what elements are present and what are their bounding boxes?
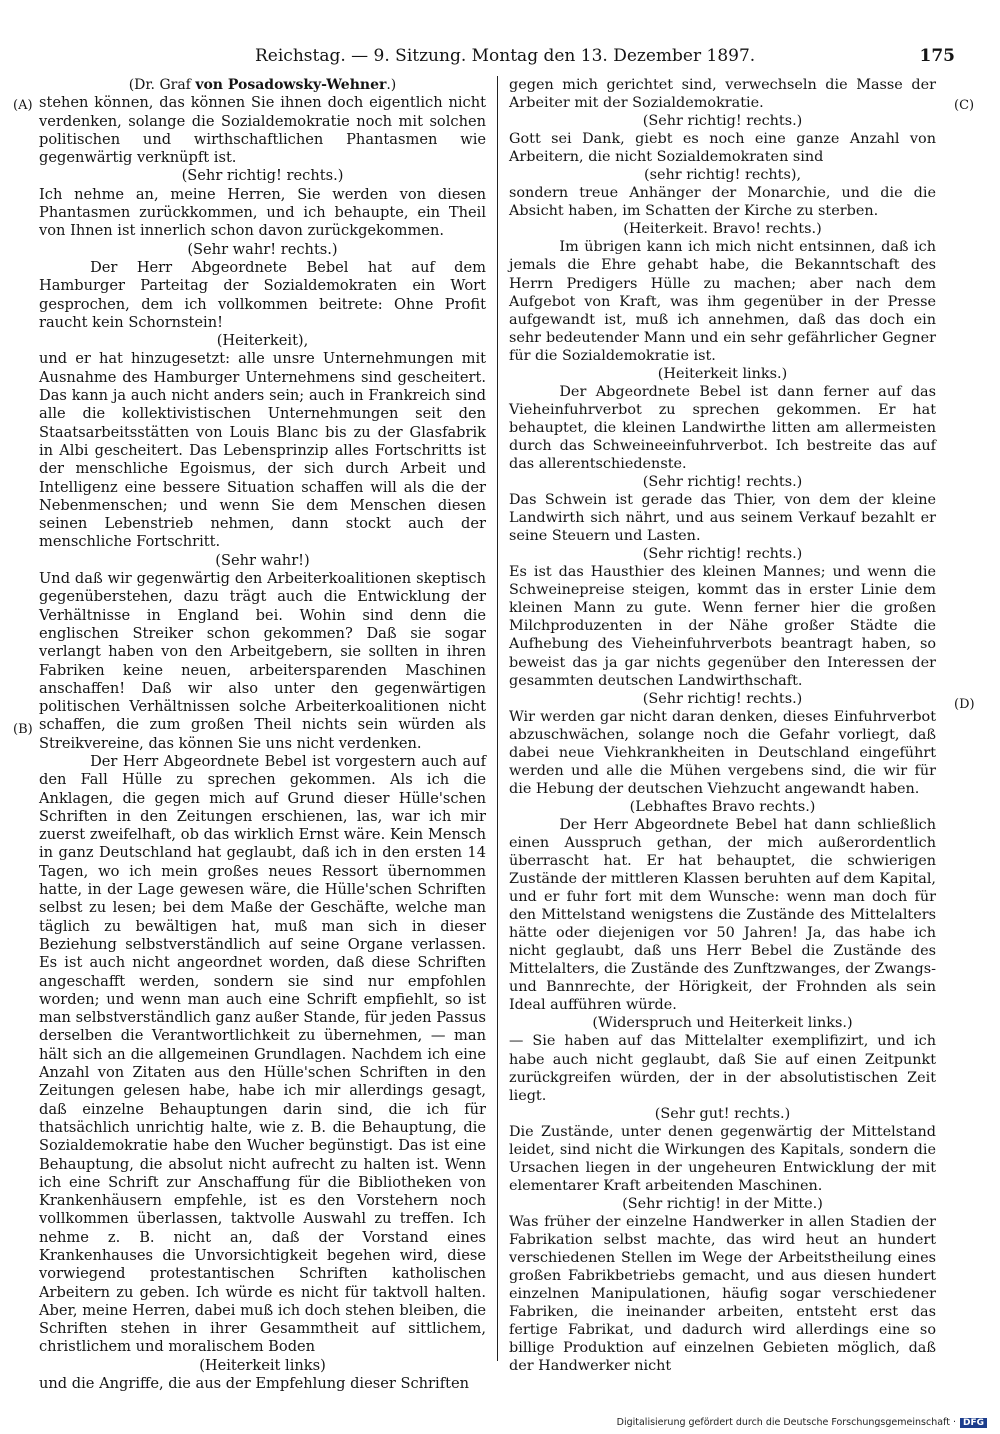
margin-marker-c: (C) (954, 98, 975, 113)
speaker-name: von Posadowsky-Wehner (195, 77, 387, 93)
paragraph: Ich nehme an, meine Herren, Sie werden von diesen Phantasmen zurückkommen, und ich behaupte, ein Theil von Ihnen ist innerlich schon davon zurückgekommen. (39, 185, 486, 240)
interjection: (Sehr gut! rechts.) (654, 1105, 791, 1122)
speaker-suffix: .) (386, 77, 397, 93)
interjection: (Heiterkeit. Bravo! rechts.) (623, 221, 822, 238)
paragraph: Was früher der einzelne Handwerker in allen Stadien der Fabrikation selbst machte, das wird heut an hundert verschiedenen Stellen im Wege der Arbeitstheilung eines großen Fabrikbetriebs gemacht, und aus diesen hundert einzelnen Manipulationen, häufig sogar verschiedener Fabriken, die ineinander arbeiten, entsteht erst das fertige Fabrikat, und dadurch wird allerdings eine so billige Produktion auf einzelnen Gebieten möglich, daß der Handwerker nicht (509, 1213, 936, 1375)
paragraph: Der Herr Abgeordnete Bebel ist vorgestern auch auf den Fall Hülle zu sprechen gekommen. Als ich die Anklagen, die gegen mich auf Grund dieser Hülle'schen Schriften in den Zeitungen erschienen, las, war ich mir zuerst zweifelhaft, ob das wirklich Ernst wäre. Kein Mensch in ganz Deutschland hat geglaubt, daß ich in den ersten 14 Tagen, wo ich mein großes neues Ressort übernommen hatte, in der Lage gewesen wäre, die Hülle'schen Schriften selbst zu lesen; bei dem Maße der Geschäfte, welche man täglich zu bewältigen hat, muß man sich in dieser Beziehung selbstverständlich auf seine Organe verlassen. Es ist auch nicht angeordnet worden, daß diese Schriften angeschafft werden, sondern sie sind nur empfohlen worden; und wenn man auch eine Schrift empfiehlt, so ist man selbstverständlich ganz außer Stande, für jeden Passus derselben die Verantwortlichkeit zu übernehmen, — man hält sich an die allgemeinen Grundlagen. Nachdem ich eine Anzahl von Zitaten aus den Hülle'schen Schriften in den Zeitungen gelesen habe, habe ich mir allerdings gesagt, daß einzelne Behauptungen darin sind, die ich für thatsächlich unrichtig halte, wie z. B. die Behauptung, die Sozialdemokratie habe den Wucher begünstigt. Das ist eine Behauptung, die absolut nicht aufrecht zu halten ist. Wenn ich eine Schrift zur Anschaffung für die Bibliotheken von Krankenhäusern empfehle, ist es den Vorstehern noch vollkommen überlassen, taktvolle Auswahl zu treffen. Ich nehme z. B. nicht an, daß der Vorstand eines Krankenhauses die Unvorsichtigkeit begehen wird, diese vorwiegend protestantischen Schriften katholischen Arbeitern zu geben. Ich würde es nicht für taktvoll halten. Aber, meine Herren, dabei muß ich doch stehen bleiben, die Schriften stehen in ihrer Gesammtheit auf sittlichem, christlichem und moralischem Boden (39, 752, 486, 1356)
paragraph: Der Herr Abgeordnete Bebel hat auf dem Hamburger Parteitag der Sozialdemokraten ein Wort gesprochen, dem ich vollkommen beitrete: Ohne Profit raucht kein Schornstein! (39, 258, 486, 331)
margin-marker-a: (A) (13, 98, 33, 113)
paragraph: gegen mich gerichtet sind, verwechseln die Masse der Arbeiter mit der Sozialdemokratie. (509, 77, 936, 112)
speaker-prefix: (Dr. Graf (128, 77, 196, 93)
paragraph: — Sie haben auf das Mittelalter exemplifizirt, und ich habe auch nicht geglaubt, daß Sie auf einen Zeitpunkt zurückgreifen würden, der in der absolutistischen Zeit liegt. (509, 1033, 936, 1104)
paragraph: Wir werden gar nicht daran denken, dieses Einfuhrverbot abzuschwächen, solange noch die Gefahr vorliegt, daß dabei neue Viehkrankheiten in Deutschland eingeführt werden und alle die Mühen vergebens sind, die wir für die Hebung der deutschen Viehzucht angewandt haben. (509, 708, 936, 797)
interjection: (Widerspruch und Heiterkeit links.) (592, 1015, 853, 1032)
interjection: (Sehr richtig! in der Mitte.) (622, 1195, 823, 1212)
interjection: (Sehr richtig! rechts.) (642, 690, 803, 707)
interjection: (Lebhaftes Bravo rechts.) (629, 798, 816, 815)
paragraph: Das Schwein ist gerade das Thier, von dem der kleine Landwirth sich nährt, und aus seinem Verkauf bezahlt er seine Steuern und Lasten. (509, 492, 936, 545)
paragraph: Gott sei Dank, giebt es noch eine ganze Anzahl von Arbeitern, die nicht Sozialdemokraten sind (509, 131, 936, 166)
paragraph: und die Angriffe, die aus der Empfehlung dieser Schriften (39, 1375, 469, 1393)
margin-marker-b: (B) (13, 722, 33, 737)
paragraph: sondern treue Anhänger der Monarchie, und die die Absicht haben, im Schatten der Kirche zu sterben. (509, 185, 936, 220)
dfg-logo: DFG (960, 1418, 987, 1428)
running-title: Reichstag. — 9. Sitzung. Montag den 13. Dezember 1897. (255, 46, 756, 66)
footer-text: Digitalisierung gefördert durch die Deutsche Forschungsgemeinschaft · (616, 1417, 956, 1428)
running-header (250, 46, 955, 72)
interjection: (sehr richtig! rechts), (643, 167, 802, 184)
footer-credit (617, 1417, 987, 1428)
interjection: (Sehr wahr! rechts.) (187, 240, 338, 258)
paragraph: Und daß wir gegenwärtig den Arbeiterkoalitionen skeptisch gegenüberstehen, dazu trägt auch die Entwicklung der Verhältnisse in England bei. Wohin sind denn die englischen Streiker schon gekommen? Daß sie sogar verlangt haben von den Arbeitgebern, sie sollten in ihren Fabriken keine neuen, arbeitersparenden Maschinen anschaffen! Daß wir also unter den gegenwärtigen politischen Verhältnissen solche Arbeiterkoalitionen nicht schaffen, die zum großen Theil nichts sein würden als Streikvereine, das können Sie uns nicht verdenken. (39, 570, 486, 752)
page-number: 175 (919, 46, 955, 66)
paragraph: Der Abgeordnete Bebel ist dann ferner auf das Vieheinfuhrverbot zu sprechen gekommen. Er hat behauptet, die kleinen Landwirthe litten am allermeisten durch das Schweineeinfuhrverbot. Ich bestreite das auf das allerentschiedenste. (509, 383, 936, 472)
paragraph: Es ist das Hausthier des kleinen Mannes; und wenn die Schweinepreise steigen, kommt das in erster Linie dem kleinen Mann zu gute. Wenn ferner hier die großen Milchproduzenten in der Nähe großer Städte die Aufhebung des Vieheinfuhrverbots beantragt haben, so beweist das ja gar nichts gegenüber den Interessen der gesammten deutschen Landwirthschaft. (509, 564, 936, 689)
margin-marker-d: (D) (954, 697, 975, 712)
left-column-body (39, 94, 486, 1393)
interjection: (Sehr richtig! rechts.) (642, 474, 803, 491)
paragraph: Im übrigen kann ich mich nicht entsinnen, daß ich jemals die Ehre gehabt habe, die Bekanntschaft des Herrn Predigers Hülle zu machen; aber nach dem Aufgebot von Kraft, was ihm gegenüber in der Presse aufgewandt ist, muß ich annehmen, daß das doch ein sehr bedeutender Mann und ein sehr gefährlicher Gegner für die Sozialdemokratie ist. (509, 239, 936, 364)
paragraph: Die Zustände, unter denen gegenwärtig der Mittelstand leidet, sind nicht die Wirkungen des Kapitals, sondern die Ursachen liegen in der ungeheuren Entwicklung der mit elementarer Kraft arbeitenden Maschinen. (509, 1123, 936, 1194)
interjection: (Heiterkeit links.) (657, 365, 788, 382)
interjection: (Sehr richtig! rechts.) (642, 546, 803, 563)
interjection: (Heiterkeit links) (199, 1356, 326, 1374)
paragraph: Der Herr Abgeordnete Bebel hat dann schließlich einen Ausspruch gethan, der mich außerordentlich überrascht hat. Er hat behauptet, die schwierigen Zustände der mittleren Klassen beruhten auf dem Kapital, und er fuhr fort mit dem Wunsche: wenn man doch für den Mittelstand wenigstens die Zustände des Mittelalters hätte oder diejenigen vor 50 Jahren! Ja, das habe ich nicht geglaubt, daß uns Herr Bebel die Zustände des Mittelalters, die Zustände des Zunftzwanges, der Zwangs- und Bannrechte, der Hörigkeit, der Frohnden als sein Ideal aufführen würde. (509, 816, 936, 1014)
interjection: (Heiterkeit), (216, 332, 309, 350)
speaker-attribution (39, 76, 486, 94)
right-column (509, 76, 936, 1375)
interjection: (Sehr richtig! rechts.) (642, 113, 803, 130)
paragraph: und er hat hinzugesetzt: alle unsre Unternehmungen mit Ausnahme des Hamburger Unternehmens sind gescheitert. Das kann ja auch nicht anders sein; auch in Frankreich sind alle die kollektivistischen Unternehmungen seit den Staatsarbeitsstätten von Louis Blanc bis zu der Glasfabrik in Albi gescheitert. Das Lebensprinzip alles Fortschritts ist der menschliche Egoismus, der sich durch Arbeit und Intelligenz eine bessere Situation schaffen will als die der Nebenmenschen; und wenn Sie dem Menschen diesen seinen Lebenstrieb nehmen, dann stockt auch der menschliche Fortschritt. (39, 350, 486, 551)
interjection: (Sehr wahr!) (215, 551, 310, 569)
left-column (39, 76, 486, 1393)
right-column-body (509, 76, 936, 1375)
paragraph: stehen können, das können Sie ihnen doch eigentlich nicht verdenken, solange die Sozialdemokratie noch mit solchen politischen und wirthschaftlichen Phantasmen wie gegenwärtig verknüpft ist. (39, 94, 486, 167)
column-divider (497, 76, 498, 1361)
interjection: (Sehr richtig! rechts.) (181, 167, 344, 185)
